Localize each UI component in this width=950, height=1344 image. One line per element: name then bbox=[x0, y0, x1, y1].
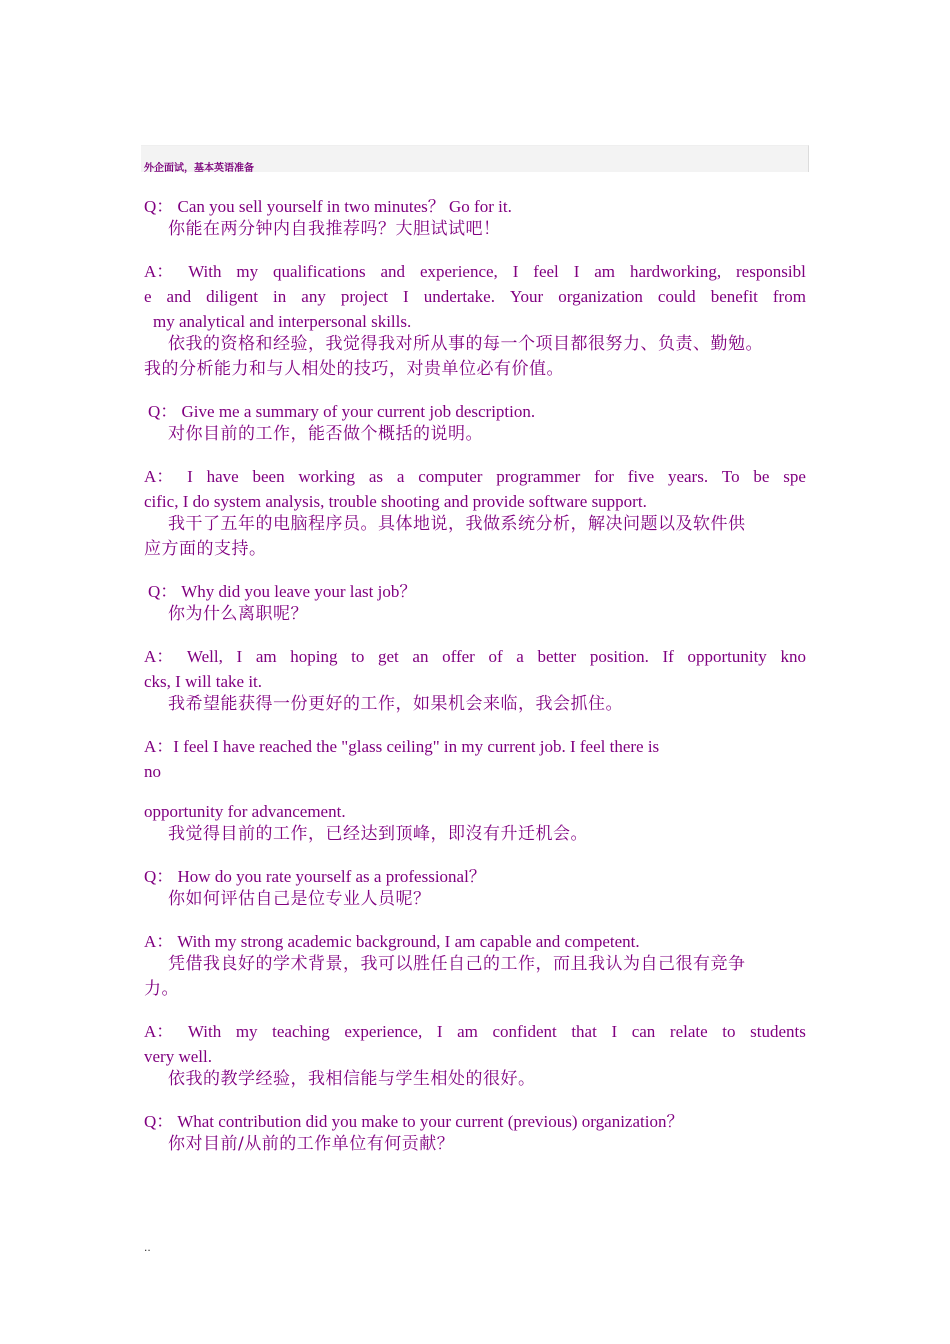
word: am bbox=[255, 647, 277, 666]
word: Your bbox=[509, 287, 544, 306]
word: in bbox=[273, 287, 287, 306]
question-line: Q： Can you sell yourself in two minutes？ Go for it. bbox=[144, 197, 512, 216]
word: am bbox=[457, 1022, 478, 1041]
word: If bbox=[662, 647, 674, 666]
word: kno bbox=[780, 647, 806, 666]
answer-line bbox=[144, 648, 806, 665]
answer-translation: 依我的教学经验，我相信能与学生相处的很好。 bbox=[168, 1069, 536, 1089]
answer-translation: 我希望能获得一份更好的工作，如果机会来临，我会抓住。 bbox=[168, 694, 623, 714]
word: A： bbox=[144, 262, 174, 281]
word: a bbox=[516, 647, 524, 666]
word: position. bbox=[589, 647, 649, 666]
word: better bbox=[537, 647, 577, 666]
word: A： bbox=[144, 1022, 174, 1041]
word: spe bbox=[783, 467, 806, 486]
word: e bbox=[144, 287, 152, 306]
word: experience, bbox=[344, 1022, 423, 1041]
word: A： bbox=[144, 647, 174, 666]
word: and bbox=[380, 262, 406, 281]
word: organization bbox=[558, 287, 643, 306]
answer-line bbox=[144, 1023, 806, 1040]
word: and bbox=[166, 287, 192, 306]
question-translation: 你对目前/从前的工作单位有何贡献？ bbox=[168, 1134, 455, 1154]
word: get bbox=[377, 647, 399, 666]
word: With bbox=[187, 1022, 222, 1041]
answer-translation: 力。 bbox=[144, 979, 179, 999]
question-translation: 你如何评估自己是位专业人员呢？ bbox=[168, 889, 431, 909]
word: could bbox=[657, 287, 696, 306]
answer-line: A：I feel I have reached the "glass ceiling" in my current job. I feel there is bbox=[144, 737, 660, 756]
word: years. bbox=[667, 467, 709, 486]
word: can bbox=[631, 1022, 656, 1041]
word: benefit bbox=[710, 287, 758, 306]
word: relate bbox=[669, 1022, 708, 1041]
word: as bbox=[368, 467, 384, 486]
word: responsibl bbox=[735, 262, 806, 281]
answer-translation: 我的分析能力和与人相处的技巧，对贵单位必有价值。 bbox=[144, 359, 564, 379]
word: offer bbox=[442, 647, 475, 666]
word: I bbox=[403, 287, 409, 306]
word: am bbox=[594, 262, 616, 281]
question-translation: 对你目前的工作，能否做个概括的说明。 bbox=[168, 424, 483, 444]
question-line: Q： What contribution did you make to your current (previous) organization？ bbox=[144, 1112, 684, 1131]
word: I bbox=[436, 1022, 443, 1041]
word: I bbox=[611, 1022, 618, 1041]
word: To bbox=[721, 467, 740, 486]
word: working bbox=[298, 467, 356, 486]
word: my bbox=[236, 262, 259, 281]
word: programmer bbox=[496, 467, 581, 486]
word: Well, bbox=[186, 647, 223, 666]
word: I bbox=[573, 262, 580, 281]
answer-line: opportunity for advancement. bbox=[144, 802, 346, 821]
word: students bbox=[750, 1022, 806, 1041]
word: undertake. bbox=[423, 287, 495, 306]
word: five bbox=[627, 467, 655, 486]
page-header bbox=[141, 145, 809, 172]
word: feel bbox=[533, 262, 559, 281]
word: have bbox=[206, 467, 239, 486]
question-line: Q： Why did you leave your last job？ bbox=[148, 582, 417, 601]
answer-translation: 依我的资格和经验，我觉得我对所从事的每一个项目都很努力、负责、勤勉。 bbox=[168, 334, 763, 354]
word: hardworking, bbox=[629, 262, 722, 281]
word: I bbox=[512, 262, 519, 281]
answer-line bbox=[144, 263, 806, 280]
word: I bbox=[236, 647, 243, 666]
question-line: Q： Give me a summary of your current job description. bbox=[148, 402, 536, 421]
word: opportunity bbox=[687, 647, 767, 666]
word: a bbox=[396, 467, 405, 486]
header-title: 外企面试，基本英语准备 bbox=[144, 163, 254, 174]
answer-translation: 我觉得目前的工作，已经达到顶峰，即沒有升迁机会。 bbox=[168, 824, 588, 844]
answer-line: A： With my strong academic background, I am capable and competent. bbox=[144, 932, 640, 951]
footer-marks: .. bbox=[144, 1240, 151, 1254]
word: of bbox=[488, 647, 503, 666]
answer-translation: 凭借我良好的学术背景，我可以胜任自己的工作，而且我认为自己很有竞争 bbox=[168, 954, 746, 974]
word: I bbox=[187, 467, 193, 486]
word: teaching bbox=[272, 1022, 330, 1041]
word: from bbox=[772, 287, 806, 306]
word: been bbox=[252, 467, 285, 486]
word: hoping bbox=[290, 647, 338, 666]
answer-line bbox=[144, 288, 806, 305]
answer-translation: 应方面的支持。 bbox=[144, 539, 267, 559]
word: project bbox=[340, 287, 389, 306]
word: With bbox=[188, 262, 222, 281]
word: any bbox=[301, 287, 326, 306]
answer-translation: 我干了五年的电脑程序员。具体地说，我做系统分析，解决问题以及软件供 bbox=[168, 514, 746, 534]
word: that bbox=[571, 1022, 597, 1041]
word: to bbox=[722, 1022, 736, 1041]
word: experience, bbox=[419, 262, 498, 281]
word: an bbox=[412, 647, 429, 666]
question-line: Q： How do you rate yourself as a professional？ bbox=[144, 867, 486, 886]
word: my bbox=[235, 1022, 258, 1041]
answer-line bbox=[144, 468, 806, 485]
word: confident bbox=[492, 1022, 557, 1041]
answer-line: cific, I do system analysis, trouble shooting and provide software support. bbox=[144, 492, 647, 511]
word: diligent bbox=[206, 287, 259, 306]
answer-line: my analytical and interpersonal skills. bbox=[153, 312, 412, 331]
word: A： bbox=[144, 467, 174, 486]
word: be bbox=[753, 467, 770, 486]
answer-line: no bbox=[144, 762, 161, 781]
word: for bbox=[594, 467, 614, 486]
question-translation: 你为什么离职呢？ bbox=[168, 604, 308, 624]
word: to bbox=[351, 647, 365, 666]
word: qualifications bbox=[273, 262, 366, 281]
word: computer bbox=[418, 467, 483, 486]
question-translation: 你能在两分钟内自我推荐吗？大胆试试吧！ bbox=[168, 219, 501, 239]
answer-line: very well. bbox=[144, 1047, 212, 1066]
answer-line: cks, I will take it. bbox=[144, 672, 263, 691]
